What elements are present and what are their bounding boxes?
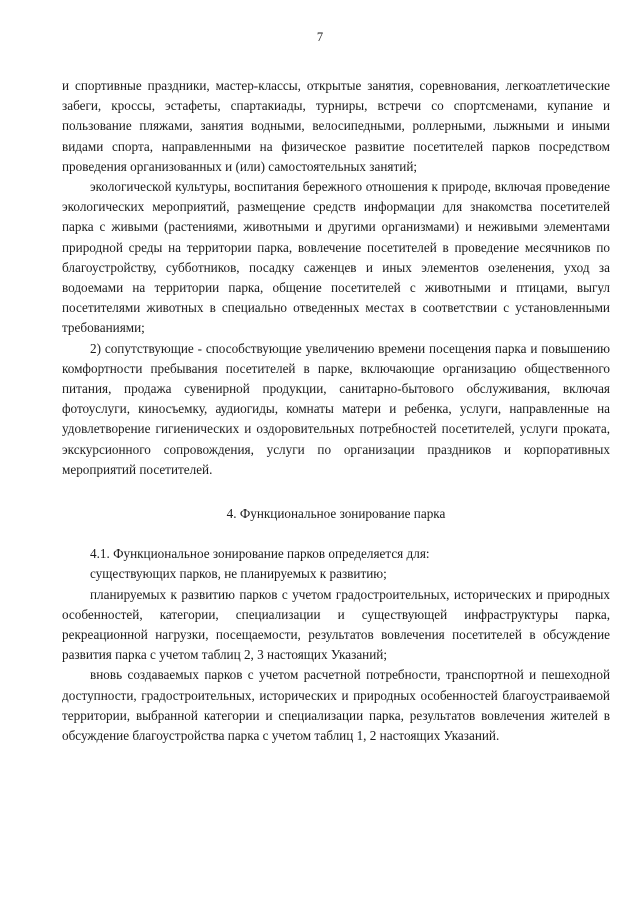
- paragraph-planned-parks: планируемых к развитию парков с учетом градостроительных, исторических и природных особенностей, категории, специализации и существующей инфраструктуры парка, рекреационной нагрузки, посещаемости, результатов вовлечения посетителей в обсуждение развития парка с учетом таблиц 2, 3 настоящих Указаний;: [62, 586, 610, 663]
- paragraph-zoning-defined-for: 4.1. Функциональное зонирование парков определяется для:: [90, 546, 430, 562]
- section-heading: 4. Функциональное зонирование парка: [226, 506, 446, 522]
- paragraph-sports-activities: и спортивные праздники, мастер-классы, открытые занятия, соревнования, легкоатлетические забеги, кроссы, эстафеты, спартакиады, турниры, встречи со спортсменами, купание и пользование пляжами, занятия водными, велосипедными, роллерными, лыжными и иными видами спорта, направленными на физическое развитие посетителей парков посредством проведения организованных и (или) самостоятельных занятий;: [62, 78, 610, 174]
- paragraph-new-parks: вновь создаваемых парков с учетом расчетной потребности, транспортной и пешеходной доступности, градостроительных, исторических и природных особенностей благоустраиваемой территории, выбранной категории и специализации парка, результатов вовлечения жителей в обсуждение благоустройства парка с учетом таблиц 1, 2 настоящих Указаний.: [62, 667, 610, 744]
- document-body: [62, 76, 610, 746]
- paragraph-accompanying-services: 2) сопутствующие - способствующие увеличению времени посещения парка и повышению комфортности пребывания посетителей в парке, включающие организацию общественного питания, продажа сувенирной продукции, санитарно-бытового обслуживания, включая фотоуслуги, киносъемку, аудиогиды, комнаты матери и ребенка, услуги, направленные на удовлетворение гигиенических и оздоровительных потребностей посетителей, услуги проката, экскурсионного сопровождения, услуги по организации праздников и корпоративных мероприятий посетителей.: [62, 340, 610, 477]
- paragraph-ecological-culture: экологической культуры, воспитания бережного отношения к природе, включая проведение экологических мероприятий, размещение средств информации для знакомства посетителей парка с живыми (растениями, животными и другими организмами) и неживыми элементами природной среды на территории парка, вовлечение посетителей в проведение месячников по благоустройству, субботников, посадку саженцев и иных элементов озеленения, уход за водоемами на территории парка, общение посетителей с животными и птицами, выгул посетителями животных в специально отведенных местах в соответствии с установленными требованиями;: [62, 179, 610, 336]
- page-number: 7: [316, 30, 324, 44]
- paragraph-existing-parks: существующих парков, не планируемых к развитию;: [90, 566, 387, 582]
